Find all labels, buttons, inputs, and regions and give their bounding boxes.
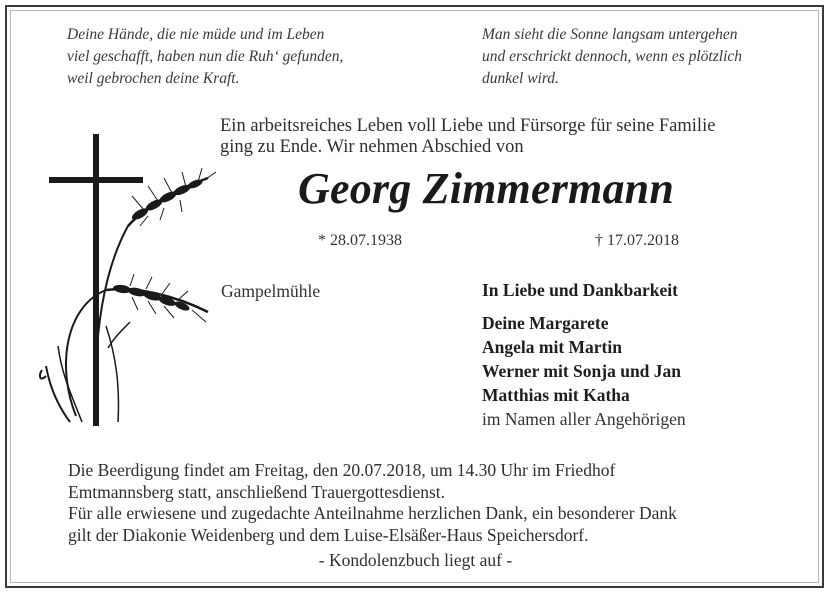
poem-left-line: viel geschafft, haben nun die Ruh‘ gefunden, <box>67 48 344 65</box>
family-member: Angela mit Martin <box>482 337 622 357</box>
home-place: Gampelmühle <box>221 281 321 301</box>
intro-line: Ein arbeitsreiches Leben voll Liebe und Fürsorge für seine Familie <box>220 116 716 136</box>
condolence-note: - Kondolenzbuch liegt auf - <box>318 550 513 570</box>
deceased-name: Georg Zimmermann <box>298 164 674 213</box>
family-signature <box>482 280 686 431</box>
family-heading: In Liebe und Dankbarkeit <box>482 280 678 300</box>
cross-with-wheat-icon <box>36 126 216 430</box>
poem-right <box>482 24 812 90</box>
poem-right-line: und erschrickt dennoch, wenn es plötzlich <box>482 48 743 65</box>
funeral-line: Die Beerdigung findet am Freitag, den 20.07.2018, um 14.30 Uhr im Friedhof <box>68 460 616 480</box>
poem-right-line: dunkel wird. <box>482 70 559 87</box>
poem-right-line: Man sieht die Sonne langsam untergehen <box>482 26 738 43</box>
family-members <box>482 311 686 407</box>
intro-text <box>220 116 715 158</box>
funeral-line: Für alle erwiesene und zugedachte Anteilnahme herzlichen Dank, ein besonderer Dank <box>68 503 677 523</box>
family-member: Deine Margarete <box>482 313 609 333</box>
poem-left-line: weil gebrochen deine Kraft. <box>67 70 240 87</box>
family-member: Werner mit Sonja und Jan <box>482 361 682 381</box>
funeral-line: Emtmannsberg statt, anschließend Trauergottesdienst. <box>68 481 446 502</box>
family-member: Matthias mit Katha <box>482 385 630 405</box>
death-date: † 17.07.2018 <box>595 232 679 249</box>
intro-line: ging zu Ende. Wir nehmen Abschied von <box>220 137 524 157</box>
funeral-line: gilt der Diakonie Weidenberg und dem Luise-Elsäßer-Haus Speichersdorf. <box>68 524 589 545</box>
birth-date: * 28.07.1938 <box>318 232 402 249</box>
poem-left-line: Deine Hände, die nie müde und im Leben <box>67 26 325 43</box>
family-relatives: im Namen aller Angehörigen <box>482 409 686 429</box>
poem-left <box>67 24 427 90</box>
funeral-text <box>68 460 677 546</box>
